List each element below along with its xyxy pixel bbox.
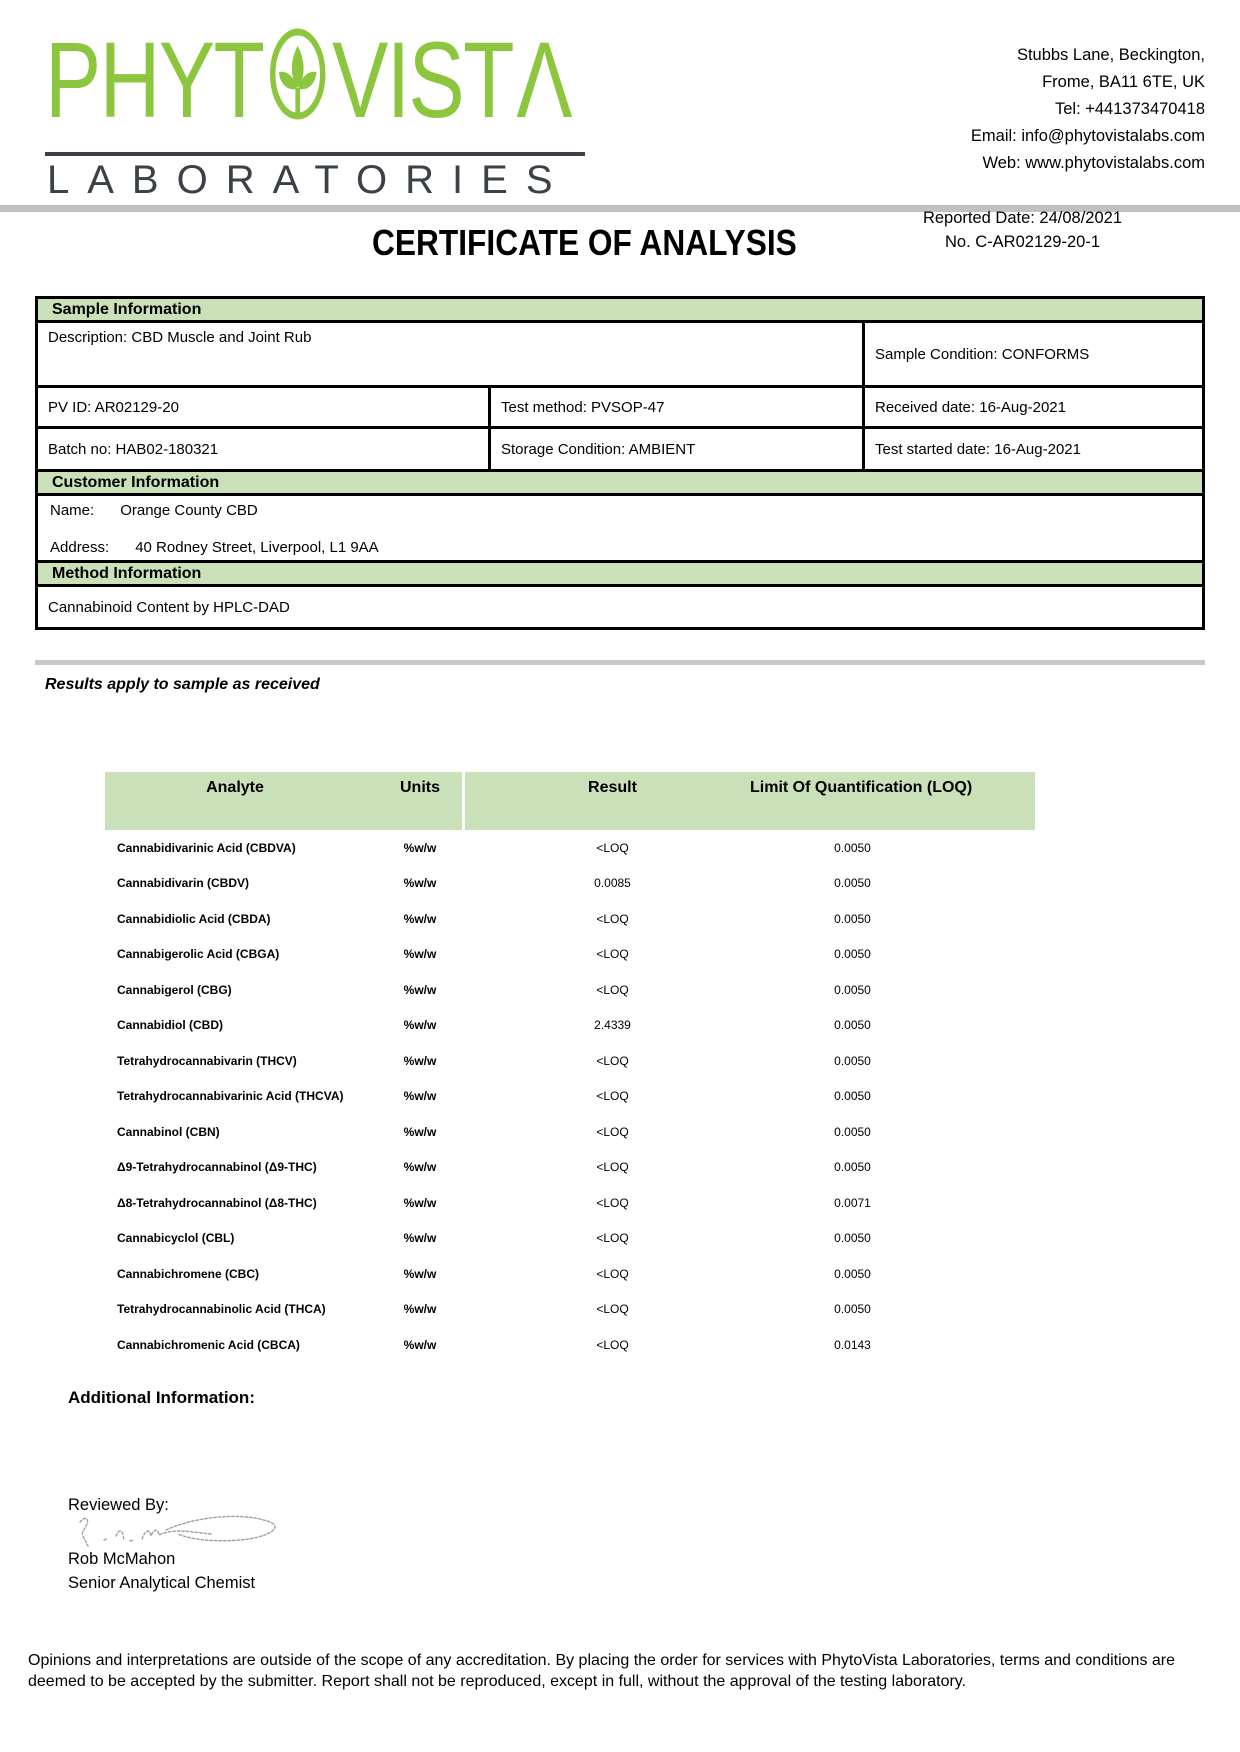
page-title: CERTIFICATE OF ANALYSIS bbox=[372, 222, 797, 263]
result-cell: <LOQ bbox=[596, 1053, 629, 1068]
contact-web: Web: www.phytovistalabs.com bbox=[982, 154, 1205, 172]
table-row bbox=[105, 830, 1035, 866]
analyte-cell: Tetrahydrocannabivarin (THCV) bbox=[117, 1053, 297, 1068]
table-row bbox=[105, 1256, 1035, 1292]
logo-text-a: Λ bbox=[516, 19, 571, 140]
units-cell: %w/w bbox=[403, 1089, 437, 1104]
results-table bbox=[105, 772, 1035, 1363]
table-row bbox=[105, 1327, 1035, 1363]
loq-cell: 0.0050 bbox=[834, 1302, 871, 1317]
loq-cell: 0.0050 bbox=[834, 1231, 871, 1246]
footer-disclaimer: Opinions and interpretations are outside of the scope of any accreditation. By placing the order for services with PhytoVista Laboratories, terms and conditions are deemed to be accepted by the submitter. Report shall not be reproduced, except in full, without the approval of the testing laboratory. bbox=[28, 1652, 1176, 1690]
logo-text-vist: VIST bbox=[332, 19, 514, 140]
logo-text-phyt: PHYT bbox=[45, 19, 264, 140]
reported-date: Reported Date: 24/08/2021 bbox=[922, 209, 1123, 227]
result-cell: <LOQ bbox=[596, 1231, 629, 1246]
method-info-header: Method Information bbox=[38, 563, 1202, 584]
units-cell: %w/w bbox=[403, 982, 437, 997]
analyte-cell: Cannabichromenic Acid (CBCA) bbox=[117, 1337, 300, 1352]
result-cell: <LOQ bbox=[596, 1089, 629, 1104]
loq-cell: 0.0050 bbox=[834, 1089, 871, 1104]
analyte-cell: Tetrahydrocannabivarinic Acid (THCVA) bbox=[117, 1089, 344, 1104]
units-cell: %w/w bbox=[403, 1018, 437, 1033]
units-cell: %w/w bbox=[403, 1195, 437, 1210]
contact-address-line1: Stubbs Lane, Beckington, bbox=[1016, 46, 1205, 64]
results-table-body bbox=[105, 830, 1035, 1363]
analyte-cell: Cannabinol (CBN) bbox=[117, 1124, 220, 1139]
brand-logo bbox=[45, 19, 719, 140]
contact-email: Email: info@phytovistalabs.com bbox=[970, 127, 1205, 145]
additional-info-label: Additional Information: bbox=[68, 1388, 255, 1407]
table-row bbox=[105, 901, 1035, 937]
units-cell: %w/w bbox=[403, 840, 437, 855]
customer-box bbox=[38, 496, 1202, 560]
loq-cell: 0.0050 bbox=[834, 1124, 871, 1139]
result-cell: <LOQ bbox=[596, 1160, 629, 1175]
result-cell: <LOQ bbox=[596, 911, 629, 926]
result-cell: <LOQ bbox=[596, 1124, 629, 1139]
loq-cell: 0.0050 bbox=[834, 982, 871, 997]
result-cell: <LOQ bbox=[596, 947, 629, 962]
customer-name-value: Orange County CBD bbox=[120, 502, 258, 519]
column-header-result: Result bbox=[588, 779, 637, 796]
test-started-date: Test started date: 16-Aug-2021 bbox=[865, 429, 1202, 469]
units-cell: %w/w bbox=[403, 1337, 437, 1352]
loq-cell: 0.0071 bbox=[834, 1195, 871, 1210]
leaf-logo-icon bbox=[267, 28, 329, 132]
table-row bbox=[105, 1114, 1035, 1150]
table-row bbox=[105, 972, 1035, 1008]
pv-id: PV ID: AR02129-20 bbox=[38, 388, 488, 426]
units-cell: %w/w bbox=[403, 1053, 437, 1068]
logo-divider-rule bbox=[45, 152, 585, 156]
customer-address-value: 40 Rodney Street, Liverpool, L1 9AA bbox=[135, 539, 379, 556]
units-cell: %w/w bbox=[403, 911, 437, 926]
units-cell: %w/w bbox=[403, 1302, 437, 1317]
units-cell: %w/w bbox=[403, 1266, 437, 1281]
result-cell: <LOQ bbox=[596, 1337, 629, 1352]
contact-phone: Tel: +441373470418 bbox=[1054, 100, 1205, 118]
result-cell: <LOQ bbox=[596, 982, 629, 997]
customer-address-label: Address: bbox=[50, 539, 110, 556]
analyte-cell: Cannabichromene (CBC) bbox=[117, 1266, 260, 1281]
results-table-header bbox=[105, 772, 1035, 830]
analyte-cell: Δ9-Tetrahydrocannabinol (Δ9-THC) bbox=[117, 1160, 317, 1175]
result-cell: <LOQ bbox=[596, 1302, 629, 1317]
test-method: Test method: PVSOP-47 bbox=[491, 388, 862, 426]
table-row bbox=[105, 1185, 1035, 1221]
result-cell: 2.4339 bbox=[594, 1018, 631, 1033]
loq-cell: 0.0050 bbox=[834, 1160, 871, 1175]
table-row bbox=[105, 1079, 1035, 1115]
loq-cell: 0.0143 bbox=[834, 1337, 871, 1352]
column-header-units: Units bbox=[400, 779, 440, 796]
units-cell: %w/w bbox=[403, 1124, 437, 1139]
storage-condition: Storage Condition: AMBIENT bbox=[491, 429, 862, 469]
units-cell: %w/w bbox=[403, 876, 437, 891]
section-divider-line bbox=[35, 660, 1205, 665]
analyte-cell: Cannabidivarinic Acid (CBDVA) bbox=[117, 840, 296, 855]
customer-name-label: Name: bbox=[50, 502, 95, 519]
column-header-analyte: Analyte bbox=[206, 779, 264, 796]
table-row bbox=[105, 1292, 1035, 1328]
analyte-cell: Cannabidiolic Acid (CBDA) bbox=[117, 911, 271, 926]
table-row bbox=[105, 1150, 1035, 1186]
received-date: Received date: 16-Aug-2021 bbox=[865, 388, 1202, 426]
customer-info-header: Customer Information bbox=[38, 472, 1202, 493]
column-header-loq: Limit Of Quantification (LOQ) bbox=[750, 779, 973, 796]
info-tables bbox=[35, 296, 1205, 630]
loq-cell: 0.0050 bbox=[834, 876, 871, 891]
loq-cell: 0.0050 bbox=[834, 1053, 871, 1068]
loq-cell: 0.0050 bbox=[834, 1266, 871, 1281]
logo-subtitle: LABORATORIES bbox=[47, 158, 571, 202]
result-cell: <LOQ bbox=[596, 1195, 629, 1210]
method-name: Cannabinoid Content by HPLC-DAD bbox=[38, 587, 1202, 627]
reviewer-name: Rob McMahon bbox=[68, 1550, 176, 1568]
sample-condition: Sample Condition: CONFORMS bbox=[865, 323, 1202, 385]
analyte-cell: Cannabigerol (CBG) bbox=[117, 982, 232, 997]
loq-cell: 0.0050 bbox=[834, 911, 871, 926]
units-cell: %w/w bbox=[403, 1160, 437, 1175]
units-cell: %w/w bbox=[403, 947, 437, 962]
analyte-cell: Δ8-Tetrahydrocannabinol (Δ8-THC) bbox=[117, 1195, 317, 1210]
reviewed-by-label: Reviewed By: bbox=[68, 1496, 169, 1514]
table-row bbox=[105, 1221, 1035, 1257]
table-row bbox=[105, 1043, 1035, 1079]
loq-cell: 0.0050 bbox=[834, 1018, 871, 1033]
analyte-cell: Cannabidiol (CBD) bbox=[117, 1018, 223, 1033]
table-row bbox=[105, 866, 1035, 902]
result-cell: 0.0085 bbox=[594, 876, 631, 891]
result-cell: <LOQ bbox=[596, 840, 629, 855]
analyte-cell: Cannabigerolic Acid (CBGA) bbox=[117, 947, 280, 962]
loq-cell: 0.0050 bbox=[834, 947, 871, 962]
analyte-cell: Tetrahydrocannabinolic Acid (THCA) bbox=[117, 1302, 326, 1317]
analyte-cell: Cannabicyclol (CBL) bbox=[117, 1231, 235, 1246]
reviewer-title: Senior Analytical Chemist bbox=[68, 1574, 256, 1592]
report-meta bbox=[905, 206, 1140, 254]
report-number: No. C-AR02129-20-1 bbox=[945, 233, 1100, 251]
table-row bbox=[105, 937, 1035, 973]
batch-no: Batch no: HAB02-180321 bbox=[38, 429, 488, 469]
sample-description: Description: CBD Muscle and Joint Rub bbox=[38, 323, 862, 385]
result-cell: <LOQ bbox=[596, 1266, 629, 1281]
loq-cell: 0.0050 bbox=[834, 840, 871, 855]
table-row bbox=[105, 1008, 1035, 1044]
units-cell: %w/w bbox=[403, 1231, 437, 1246]
contact-address-line2: Frome, BA11 6TE, UK bbox=[1042, 73, 1205, 91]
analyte-cell: Cannabidivarin (CBDV) bbox=[117, 876, 250, 891]
results-note: Results apply to sample as received bbox=[45, 676, 320, 693]
lab-contact-block bbox=[971, 42, 1205, 177]
sample-info-header: Sample Information bbox=[38, 299, 1202, 320]
